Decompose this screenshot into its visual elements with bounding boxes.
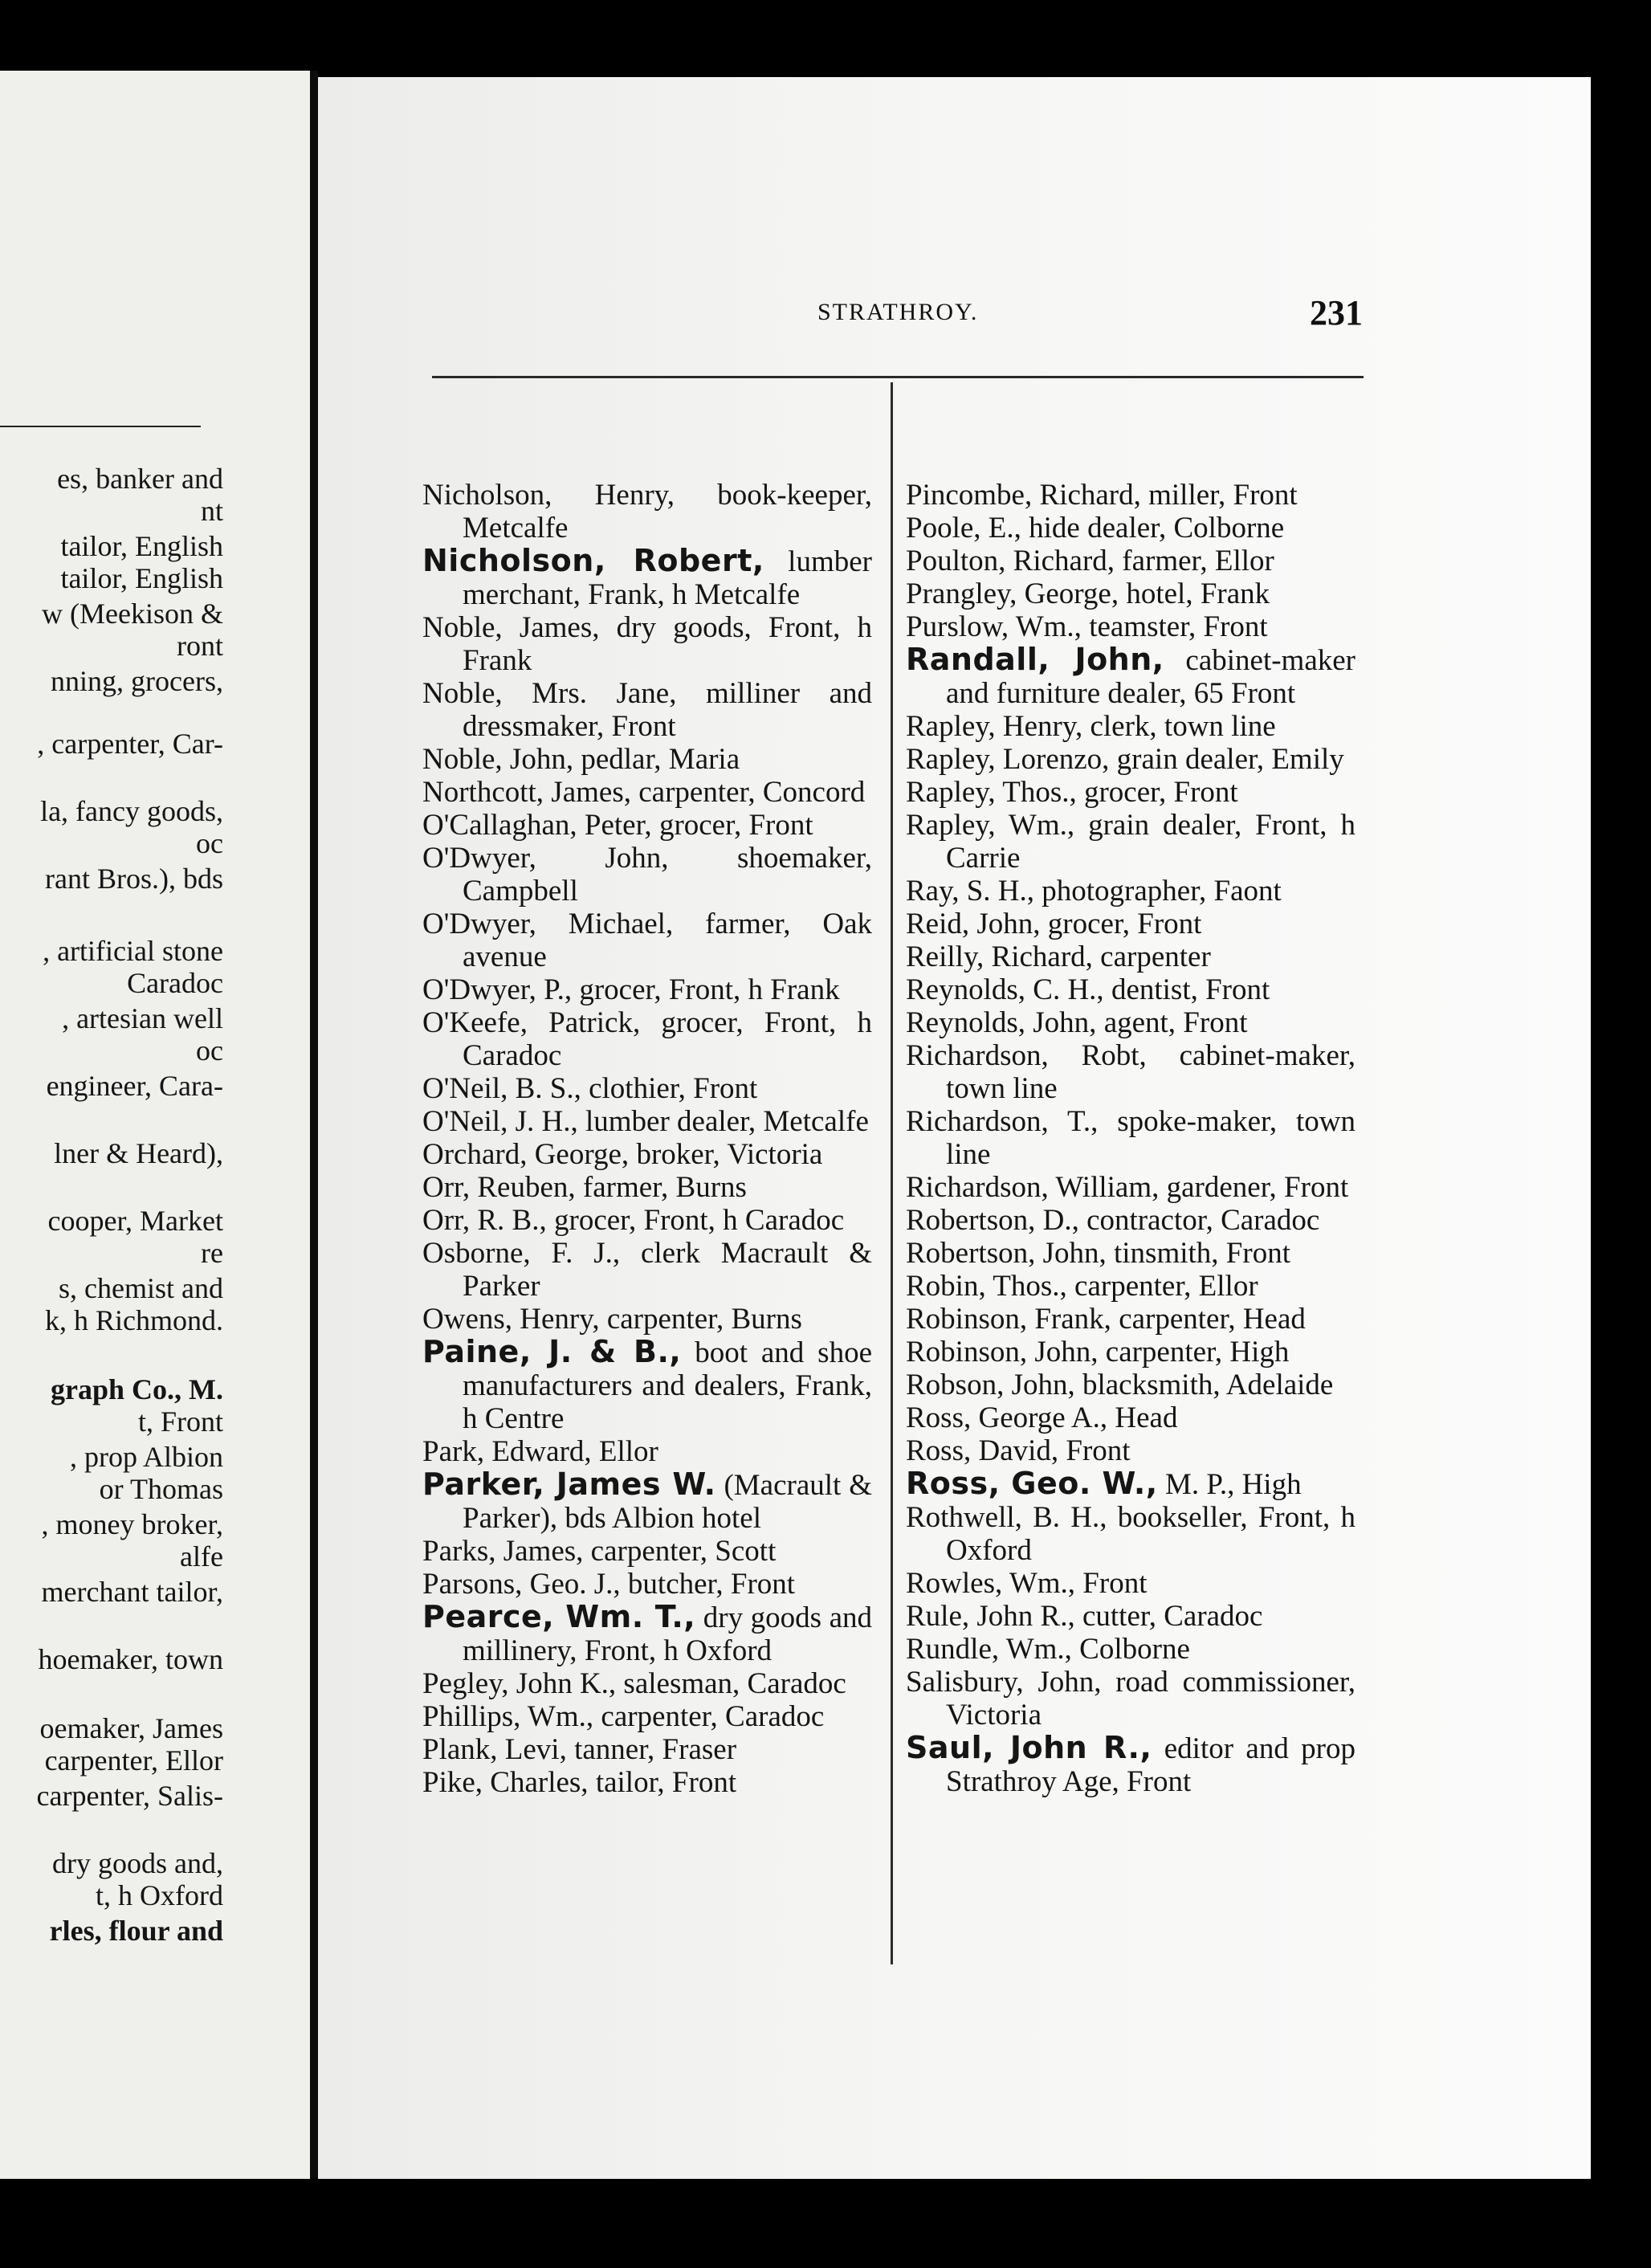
entry-name: Orchard, George, — [422, 1138, 630, 1171]
directory-entry — [906, 1171, 1355, 1204]
entry-name: Ross, David, — [906, 1434, 1059, 1467]
entry-details: dentist, Front — [1103, 973, 1270, 1006]
left-page-line: w (Meekison & — [42, 598, 223, 630]
header-rule — [432, 376, 1364, 378]
entry-name: Robin, Thos., — [906, 1270, 1067, 1303]
entry-name: Ross, George A., — [906, 1401, 1108, 1434]
entry-details: carpenter, Scott — [583, 1535, 777, 1568]
left-page-line: k, h Richmond. — [45, 1304, 223, 1336]
directory-entry — [422, 1667, 872, 1700]
directory-entry — [906, 1467, 1355, 1501]
entry-name: Nicholson, Robert, — [422, 543, 764, 578]
entry-name: Pearce, Wm. T., — [422, 1599, 696, 1634]
directory-entry — [906, 908, 1355, 940]
directory-entry — [906, 776, 1355, 809]
left-page-line: s, chemist and — [59, 1272, 223, 1304]
directory-entry — [422, 1568, 872, 1601]
directory-entry — [906, 809, 1355, 875]
entry-details: book-keeper, Metcalfe — [463, 479, 872, 545]
entry-details: carpenter, Caradoc — [593, 1700, 825, 1733]
entry-name: Orr, R. B., — [422, 1204, 547, 1237]
entry-details: hotel, Frank — [1119, 577, 1270, 610]
entry-name: O'Callaghan, Peter, — [422, 809, 652, 842]
entry-details: grain dealer, Emily — [1109, 743, 1344, 776]
entry-details: cabinet-maker and furniture dealer, 65 Front — [946, 644, 1355, 710]
entry-details: milliner and dressmaker, Front — [463, 677, 872, 743]
left-page-line: t, Front — [137, 1405, 223, 1438]
entry-name: Phillips, Wm., — [422, 1700, 594, 1733]
entry-details: farmer, Ellor — [1115, 545, 1274, 577]
entry-name: Reynolds, John, — [906, 1006, 1097, 1039]
entry-details: Front — [1075, 1567, 1148, 1600]
directory-entry — [422, 1601, 872, 1667]
entry-name: O'Dwyer, John, — [422, 842, 669, 875]
left-page-line: , prop Albion — [69, 1441, 223, 1473]
entry-name: O'Dwyer, Michael, — [422, 908, 674, 940]
entry-name: Parsons, Geo. J., — [422, 1568, 621, 1601]
directory-entry — [906, 1633, 1355, 1666]
directory-entry — [906, 1105, 1355, 1171]
left-page-line: nt — [200, 495, 223, 527]
column-divider — [891, 382, 893, 1964]
directory-column-1 — [422, 479, 872, 1799]
directory-entry — [906, 1401, 1355, 1434]
entry-details: boot and shoe manufacturers and dealers, Frank, h Centre — [463, 1336, 872, 1435]
directory-entry — [906, 577, 1355, 610]
directory-column-2 — [906, 479, 1355, 1798]
entry-name: Pegley, John K., — [422, 1667, 617, 1700]
left-page-line: , carpenter, Car- — [37, 728, 223, 760]
directory-entry — [422, 1303, 872, 1336]
entry-name: Noble, Mrs. Jane, — [422, 677, 677, 710]
entry-details: grocer, Front — [651, 809, 813, 842]
directory-entry — [906, 643, 1355, 710]
left-page-line: , artesian well — [62, 1002, 223, 1034]
entry-details: gardener, Front — [1159, 1171, 1349, 1204]
entry-details: farmer, Oak avenue — [463, 908, 872, 973]
directory-entry — [906, 1204, 1355, 1237]
entry-name: Robinson, John, — [906, 1336, 1099, 1369]
entry-details: grocer, Front, h Frank — [572, 973, 840, 1006]
entry-name: Robertson, John, — [906, 1237, 1107, 1270]
directory-entry — [422, 809, 872, 842]
left-page-line: cooper, Market — [47, 1205, 223, 1237]
entry-name: Richardson, T., — [906, 1105, 1099, 1138]
entry-name: Rowles, Wm., — [906, 1567, 1076, 1600]
directory-entry — [906, 1237, 1355, 1270]
left-page-rule — [0, 426, 201, 427]
entry-details: editor and prop Strathroy Age, Front — [946, 1732, 1356, 1798]
directory-entry — [422, 842, 872, 908]
directory-entry — [906, 1732, 1355, 1798]
left-page-line: tailor, English — [60, 530, 223, 562]
left-page-line: dry goods and, — [52, 1847, 223, 1879]
left-page-line: or Thomas — [99, 1473, 223, 1505]
left-page-line: graph Co., M. — [51, 1373, 223, 1405]
entry-name: O'Keefe, Patrick, — [422, 1006, 641, 1039]
entry-details: hide dealer, Colborne — [1021, 512, 1285, 545]
entry-name: Reilly, Richard, — [906, 940, 1093, 973]
entry-details: Front — [1058, 1434, 1131, 1467]
entry-details: clerk Macrault & Parker — [463, 1237, 872, 1303]
entry-name: O'Neil, J. H., — [422, 1105, 578, 1138]
entry-name: Poole, E., — [906, 512, 1021, 545]
entry-name: Park, Edward, — [422, 1435, 592, 1468]
entry-details: miller, Front — [1140, 479, 1298, 512]
entry-details: lumber merchant, Frank, h Metcalfe — [463, 545, 872, 611]
entry-details: contractor, Caradoc — [1078, 1204, 1320, 1237]
page-header-title: STRATHROY. — [817, 299, 979, 325]
left-page-line: , money broker, — [41, 1508, 223, 1540]
entry-name: Poulton, Richard, — [906, 545, 1115, 577]
entry-details: M. P., High — [1157, 1468, 1302, 1501]
entry-name: Noble, James, — [422, 611, 600, 644]
entry-details: carpenter, High — [1098, 1336, 1290, 1369]
entry-details: Head — [1107, 1401, 1178, 1434]
directory-entry — [906, 710, 1355, 743]
directory-entry — [906, 875, 1355, 908]
left-page-line: carpenter, Ellor — [44, 1744, 223, 1776]
entry-name: Robertson, D., — [906, 1204, 1079, 1237]
entry-name: Rothwell, B. H., — [906, 1501, 1107, 1534]
entry-name: Pincombe, Richard, — [906, 479, 1141, 512]
directory-entry — [906, 512, 1355, 545]
directory-entry — [422, 1006, 872, 1072]
entry-details: Colborne — [1071, 1633, 1190, 1666]
left-page-line: merchant tailor, — [41, 1576, 223, 1608]
entry-name: O'Neil, B. S., — [422, 1072, 581, 1105]
entry-name: Parks, James, — [422, 1535, 584, 1568]
entry-details: salesman, Caradoc — [616, 1667, 846, 1700]
left-page-line: rant Bros.), bds — [45, 863, 223, 895]
left-page-line: , artificial stone — [43, 935, 223, 967]
entry-name: Rapley, Thos., — [906, 776, 1077, 809]
entry-details: clothier, Front — [581, 1072, 758, 1105]
entry-details: carpenter — [1092, 940, 1211, 973]
entry-details: carpenter, Head — [1111, 1303, 1306, 1336]
entry-details: (Macrault & Parker), bds Albion hotel — [463, 1469, 872, 1535]
directory-entry — [906, 1600, 1355, 1633]
entry-details: shoemaker, Campbell — [463, 842, 872, 908]
entry-name: Reid, John, — [906, 908, 1041, 940]
left-page-line: rles, flour and — [49, 1915, 223, 1947]
entry-details: carpenter, Concord — [630, 776, 866, 809]
entry-name: Rundle, Wm., — [906, 1633, 1072, 1666]
left-page-line: tailor, English — [60, 562, 223, 594]
entry-details: broker, Victoria — [629, 1138, 823, 1171]
entry-name: Noble, John, — [422, 743, 574, 776]
left-page-line: la, fancy goods, — [40, 795, 223, 827]
book-gutter — [310, 71, 318, 2179]
directory-entry — [906, 973, 1355, 1006]
directory-entry — [422, 1766, 872, 1799]
entry-name: Robson, John, — [906, 1369, 1075, 1401]
left-page-line: Caradoc — [127, 967, 223, 999]
directory-entry — [422, 1105, 872, 1138]
directory-entry — [422, 743, 872, 776]
directory-entry — [906, 1270, 1355, 1303]
entry-details: teamster, Front — [1081, 610, 1268, 643]
directory-entry — [422, 611, 872, 677]
entry-details: dry goods and millinery, Front, h Oxford — [463, 1601, 872, 1667]
directory-entry — [422, 479, 872, 545]
entry-details: grocer, Front — [1040, 908, 1202, 940]
entry-name: Orr, Reuben, — [422, 1171, 576, 1204]
directory-entry — [422, 776, 872, 809]
entry-name: Nicholson, Henry, — [422, 479, 675, 512]
left-page-line: nning, grocers, — [51, 665, 223, 697]
entry-details: agent, Front — [1096, 1006, 1248, 1039]
left-page-line: re — [201, 1237, 223, 1269]
entry-details: road commissioner, Victoria — [946, 1666, 1355, 1732]
entry-details: tinsmith, Front — [1106, 1237, 1290, 1270]
entry-details: farmer, Burns — [575, 1171, 747, 1204]
entry-name: Richardson, William, — [906, 1171, 1160, 1204]
entry-details: dry goods, Front, h Frank — [463, 611, 872, 677]
directory-entry — [422, 1237, 872, 1303]
directory-entry — [422, 908, 872, 973]
directory-entry — [422, 677, 872, 743]
entry-name: Osborne, F. J., — [422, 1237, 621, 1270]
directory-entry — [422, 1468, 872, 1535]
entry-details: cabinet-maker, town line — [946, 1039, 1355, 1105]
directory-entry — [906, 1006, 1355, 1039]
directory-entry — [906, 479, 1355, 512]
directory-entry — [422, 1535, 872, 1568]
directory-entry — [906, 1369, 1355, 1401]
entry-name: Parker, James W. — [422, 1466, 716, 1502]
entry-details: cutter, Caradoc — [1074, 1600, 1263, 1633]
entry-name: Richardson, Robt, — [906, 1039, 1147, 1072]
entry-name: Plank, Levi, — [422, 1733, 567, 1766]
entry-details: clerk, town line — [1082, 710, 1276, 743]
directory-entry — [906, 1567, 1355, 1600]
entry-details: grocer, Front — [1076, 776, 1238, 809]
directory-entry — [906, 545, 1355, 577]
directory-entry — [906, 1336, 1355, 1369]
directory-entry — [422, 973, 872, 1006]
directory-entry — [906, 1303, 1355, 1336]
left-page-line: ront — [177, 630, 223, 662]
directory-entry — [906, 1666, 1355, 1732]
directory-entry — [906, 1434, 1355, 1467]
left-page-line: lner & Heard), — [54, 1137, 223, 1169]
entry-details: pedlar, Maria — [573, 743, 740, 776]
directory-entry — [906, 1039, 1355, 1105]
directory-entry — [422, 1072, 872, 1105]
entry-details: photographer, Faont — [1034, 875, 1282, 908]
directory-entry — [906, 1501, 1355, 1567]
entry-name: Owens, Henry, — [422, 1303, 600, 1336]
directory-entry — [422, 1733, 872, 1766]
entry-details: grocer, Front, h Caradoc — [546, 1204, 845, 1237]
left-page-line: alfe — [180, 1540, 223, 1573]
left-page-line: oc — [196, 827, 223, 859]
entry-name: Rapley, Lorenzo, — [906, 743, 1110, 776]
directory-entry — [906, 743, 1355, 776]
left-page-line: engineer, Cara- — [46, 1070, 223, 1102]
entry-name: Saul, John R., — [906, 1730, 1152, 1765]
entry-name: Randall, John, — [906, 642, 1164, 677]
left-page-line: oemaker, James — [39, 1712, 223, 1744]
entry-name: Northcott, James, — [422, 776, 631, 809]
entry-name: Pike, Charles, — [422, 1766, 589, 1799]
directory-page — [318, 77, 1591, 2179]
entry-name: Rule, John R., — [906, 1600, 1075, 1633]
entry-name: Prangley, George, — [906, 577, 1119, 610]
directory-entry — [422, 1138, 872, 1171]
directory-entry — [422, 545, 872, 611]
entry-details: grain dealer, Front, h Carrie — [946, 809, 1356, 875]
entry-name: Purslow, Wm., — [906, 610, 1082, 643]
entry-details: tailor, Front — [588, 1766, 737, 1799]
entry-details: carpenter, Ellor — [1066, 1270, 1258, 1303]
entry-details: tanner, Fraser — [566, 1733, 737, 1766]
directory-entry — [422, 1204, 872, 1237]
directory-entry — [422, 1171, 872, 1204]
entry-name: Ray, S. H., — [906, 875, 1034, 908]
entry-details: spoke-maker, town line — [946, 1105, 1355, 1171]
page-number: 231 — [1310, 293, 1363, 332]
entry-details: grocer, Front, h Caradoc — [463, 1006, 872, 1072]
entry-details: butcher, Front — [620, 1568, 796, 1601]
entry-name: Rapley, Henry, — [906, 710, 1083, 743]
entry-name: Reynolds, C. H., — [906, 973, 1104, 1006]
entry-name: Rapley, Wm., — [906, 809, 1075, 842]
directory-entry — [906, 940, 1355, 973]
entry-details: Ellor — [591, 1435, 658, 1468]
entry-details: bookseller, Front, h Oxford — [946, 1501, 1356, 1567]
entry-name: Paine, J. & B., — [422, 1334, 682, 1369]
entry-name: Salisbury, John, — [906, 1666, 1102, 1699]
left-page-line: es, banker and — [57, 463, 223, 495]
left-page-line: hoemaker, town — [38, 1643, 223, 1675]
entry-name: Robinson, Frank, — [906, 1303, 1111, 1336]
entry-details: blacksmith, Adelaide — [1074, 1369, 1334, 1401]
left-page-line: oc — [196, 1034, 223, 1067]
entry-details: lumber dealer, Metcalfe — [577, 1105, 869, 1138]
directory-entry — [906, 610, 1355, 643]
left-page-line: t, h Oxford — [96, 1879, 223, 1911]
directory-entry — [422, 1700, 872, 1733]
left-page — [0, 71, 315, 2179]
entry-name: O'Dwyer, P., — [422, 973, 573, 1006]
directory-entry — [422, 1435, 872, 1468]
directory-entry — [422, 1336, 872, 1435]
entry-details: carpenter, Burns — [599, 1303, 802, 1336]
left-page-line: carpenter, Salis- — [36, 1780, 223, 1812]
entry-name: Ross, Geo. W., — [906, 1466, 1158, 1501]
